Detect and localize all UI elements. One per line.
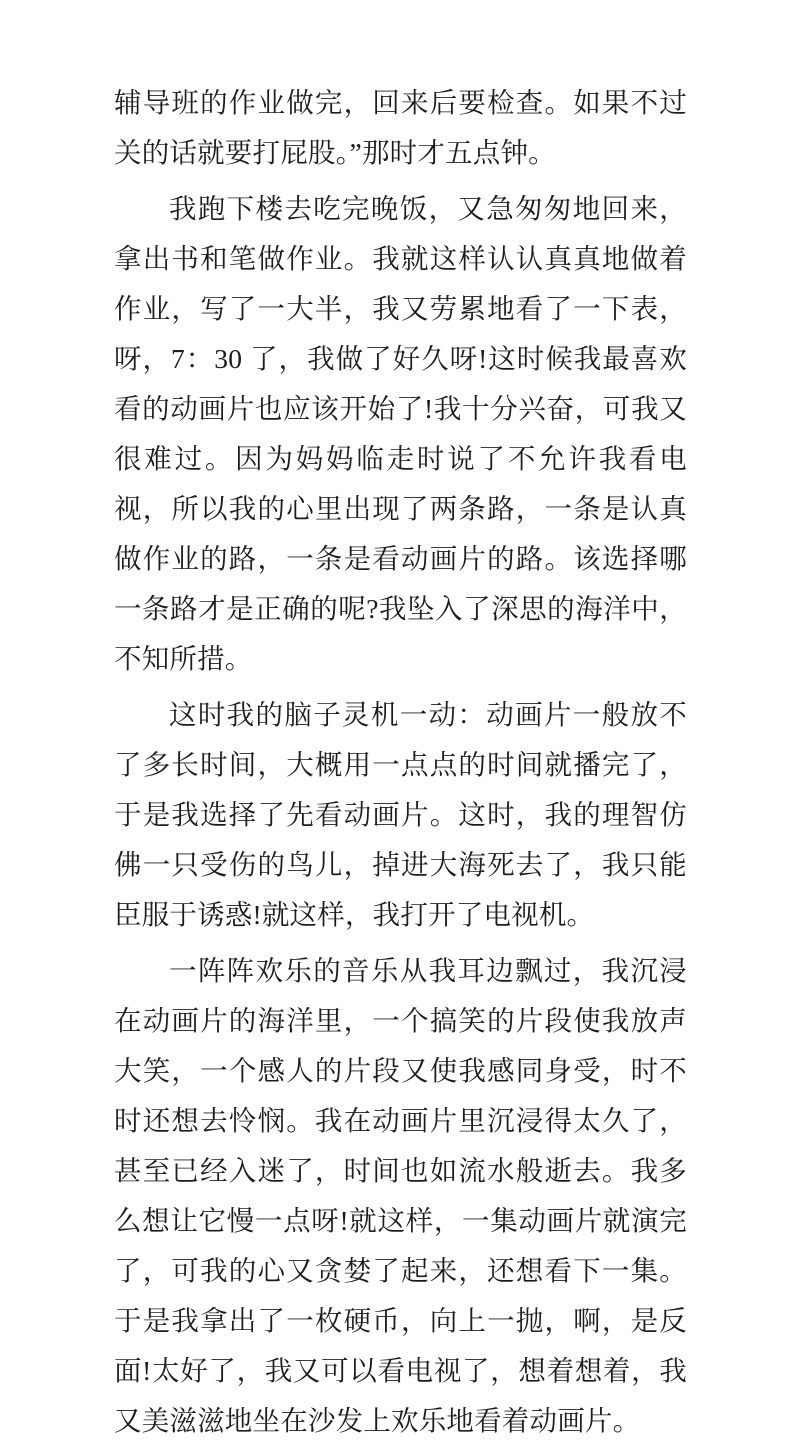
- paragraph-4: 一阵阵欢乐的音乐从我耳边飘过，我沉浸在动画片的海洋里，一个搞笑的片段使我放声大笑，一个感人的片段又使我感同身受，时不时还想去怜悯。我在动画片里沉浸得太久了，甚至已经入迷了，时间也如流水般逝去。我多么想让它慢一点呀!就这样，一集动画片就演完了，可我的心又贪婪了起来，还想看下一集。于是我拿出了一枚硬币，向上一抛，啊，是反面!太好了，我又可以看电视了，想着想着，我又美滋滋地坐在沙发上欢乐地看着动画片。: [114, 955, 687, 1436]
- paragraph-1: 辅导班的作业做完，回来后要检查。如果不过关的话就要打屁股。”那时才五点钟。: [114, 87, 687, 168]
- paragraph-2: 我跑下楼去吃完晚饭，又急匆匆地回来，拿出书和笔做作业。我就这样认认真真地做着作业，写了一大半，我又劳累地看了一下表，呀，7：30 了，我做了好久呀!这时候我最喜欢看的动画片也应该开始了!我十分兴奋，可我又很难过。因为妈妈临走时说了不允许我看电视，所以我的心里出现了两条路，一条是认真做作业的路，一条是看动画片的路。该选择哪一条路才是正确的呢?我坠入了深思的海洋中，不知所措。: [114, 193, 687, 674]
- document-text-body: [114, 78, 687, 1446]
- paragraph-3: 这时我的脑子灵机一动：动画片一般放不了多长时间，大概用一点点的时间就播完了，于是我选择了先看动画片。这时，我的理智仿佛一只受伤的鸟儿，掉进大海死去了，我只能臣服于诱惑!就这样，我打开了电视机。: [114, 699, 687, 930]
